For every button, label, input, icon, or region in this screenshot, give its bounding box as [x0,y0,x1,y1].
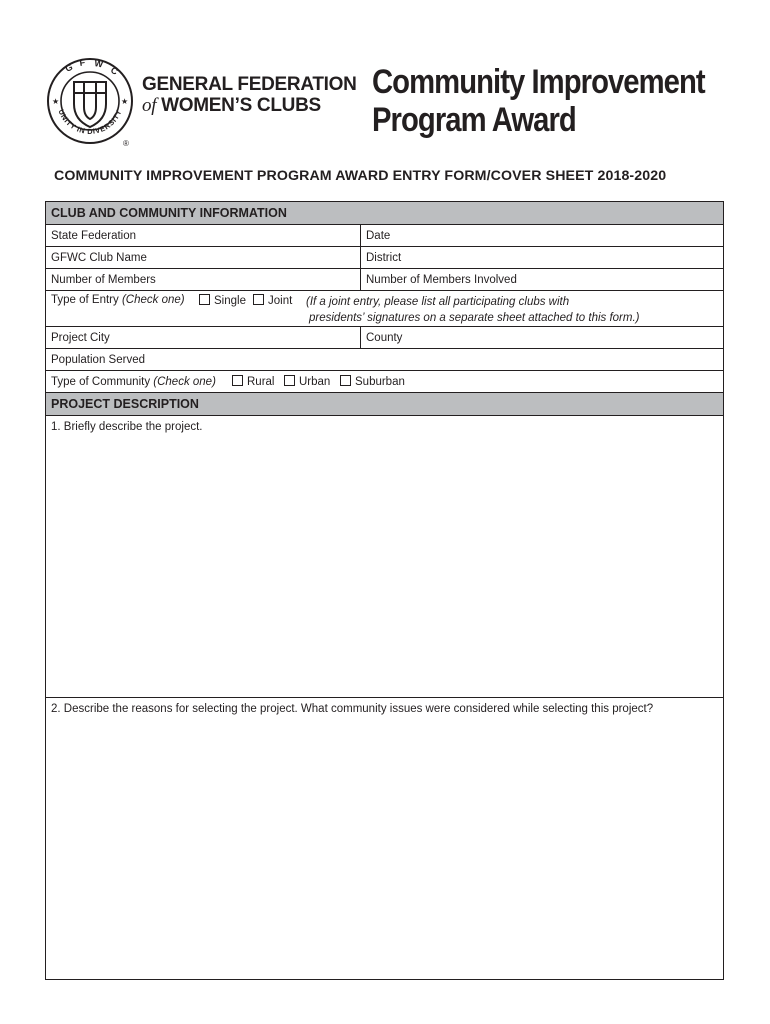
org-name-line1: GENERAL FEDERATION [142,74,357,95]
award-title-line2: Program Award [372,101,576,139]
award-title-line1: Community Improvement [372,63,705,101]
form-row-club [46,247,723,269]
svg-text:★: ★ [121,97,129,106]
org-name-of: of [142,95,157,116]
form-row-community [46,371,723,393]
form-row-members [46,269,723,291]
entry-type-label: Type of Entry (Check one) [51,294,185,306]
suburban-checkbox[interactable]: Suburban [340,371,405,393]
organization-name [142,74,357,116]
form-heading: COMMUNITY IMPROVEMENT PROGRAM AWARD ENTRY FORM/COVER SHEET 2018-2020 [54,168,667,184]
urban-checkbox[interactable]: Urban [284,371,330,393]
question-2-label: 2. Describe the reasons for selecting the project. What community issues were considered while selecting this project? [51,703,654,715]
rural-checkbox[interactable]: Rural [232,371,274,393]
club-section-header: CLUB AND COMMUNITY INFORMATION [46,202,723,225]
club-name-field[interactable]: GFWC Club Name [46,247,361,268]
svg-text:W: W [93,58,104,70]
svg-text:®: ® [123,139,129,148]
district-field[interactable]: District [366,252,402,264]
award-title [372,63,705,139]
gfwc-seal-logo [44,57,136,149]
checkbox-square-icon [340,375,351,386]
question-1-textarea[interactable] [46,416,723,698]
checkbox-square-icon [284,375,295,386]
org-name-line2: WOMEN’S CLUBS [156,95,321,116]
joint-checkbox[interactable]: Joint [253,294,292,307]
community-type-label: Type of Community (Check one) [51,376,216,388]
question-1-label: 1. Briefly describe the project. [51,421,203,433]
form-row-population [46,349,723,371]
page-header [0,0,770,184]
form-row-state [46,225,723,247]
members-involved-field[interactable]: Number of Members Involved [366,274,517,286]
state-federation-field[interactable]: State Federation [46,225,361,246]
checkbox-square-icon [232,375,243,386]
project-section-header: PROJECT DESCRIPTION [46,393,723,416]
county-field[interactable]: County [366,332,403,344]
svg-text:★: ★ [52,97,60,106]
number-of-members-field[interactable]: Number of Members [46,269,361,290]
project-city-field[interactable]: Project City [46,327,361,348]
date-field[interactable]: Date [366,230,391,242]
svg-text:C: C [109,64,120,77]
svg-text:UNITY IN DIVERSITY: UNITY IN DIVERSITY [56,108,124,136]
form-row-entry-type [46,291,723,327]
checkbox-square-icon [253,294,264,305]
svg-text:F: F [78,57,86,68]
checkbox-square-icon [199,294,210,305]
entry-form [45,201,724,980]
population-served-field[interactable]: Population Served [51,354,145,366]
question-2-textarea[interactable] [46,698,723,979]
joint-entry-note: (If a joint entry, please list all participating clubs with presidents’ signatures on a separate sheet attached to this form.) [306,296,640,324]
single-checkbox[interactable]: Single [199,294,246,307]
svg-text:G: G [63,61,75,74]
form-row-city [46,327,723,349]
